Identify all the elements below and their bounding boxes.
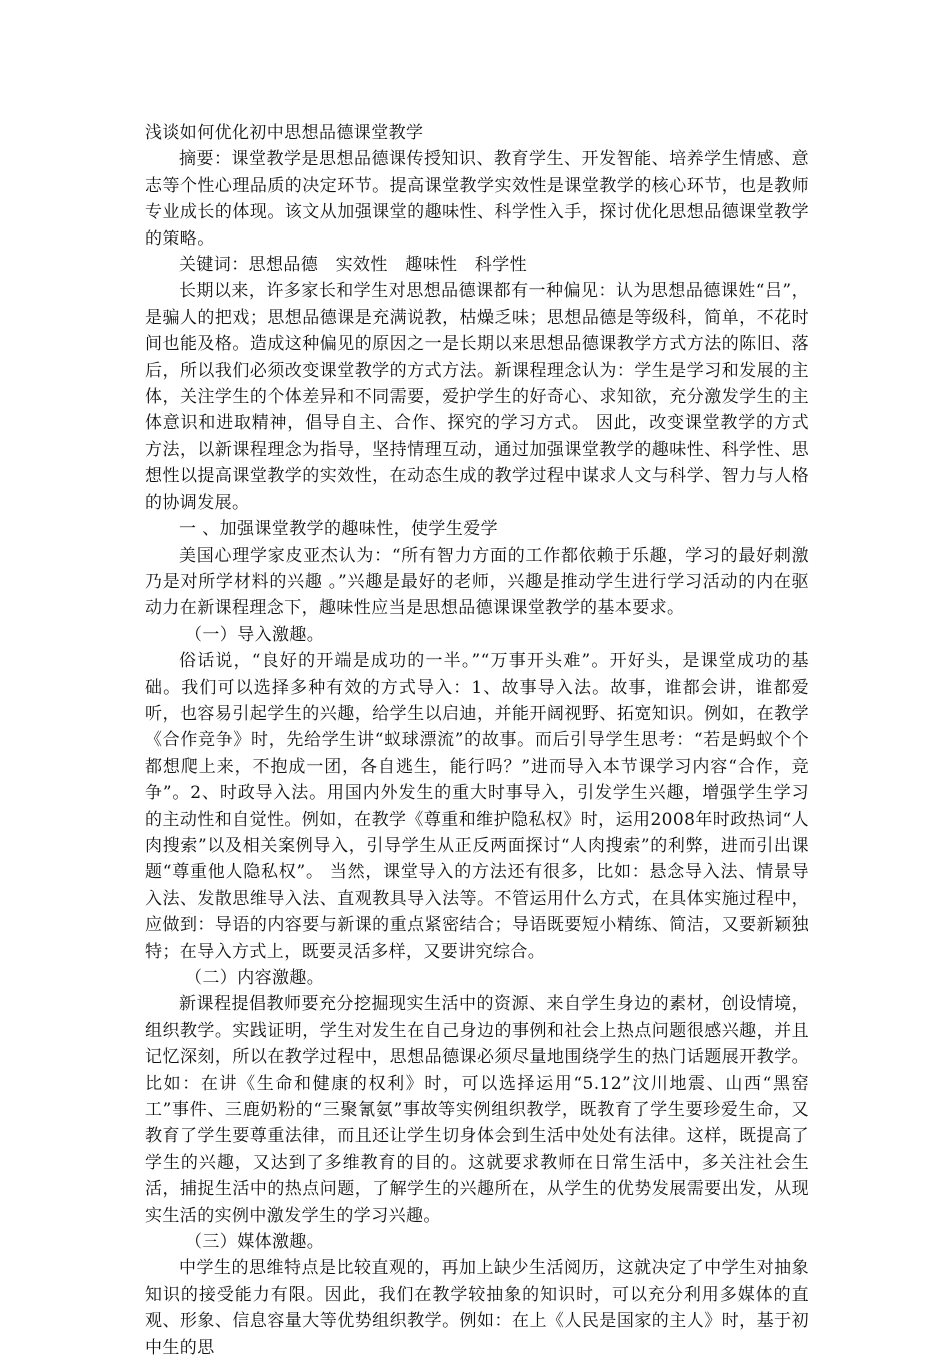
abstract-paragraph: 摘要：课堂教学是思想品德课传授知识、教育学生、开发智能、培养学生情感、意志等个性心理品质的决定环节。提高课堂教学实效性是课堂教学的核心环节，也是教师专业成长的体现。该文从加强课堂的趣味性、科学性入手，探讨优化思想品德课堂教学的策略。 [145,149,809,249]
subsection-paragraph: 中学生的思维特点是比较直观的，再加上缺少生活阅历，这就决定了中学生对抽象知识的接受能力有限。因此，我们在教学较抽象的知识时，可以充分利用多媒体的直观、形象、信息容量大等优势组织教学。例如：在上《人民是国家的主人》时，基于初中生的思 [145,1258,809,1358]
subsection-heading: （一）导入激趣。 [185,624,325,645]
section-heading: 一 、加强课堂教学的趣味性，使学生爱学 [179,519,499,540]
subsection-paragraph: 新课程提倡教师要充分挖掘现实生活中的资源、来自学生身边的素材，创设情境，组织教学。实践证明，学生对发生在自己身边的事例和社会上热点问题很感兴趣，并且记忆深刻，所以在教学过程中，思想品德课必须尽量地围绕学生的热门话题展开教学。比如：在讲《生命和健康的权利》时，可以选择运用“5.12”汶川地震、山西“黑窑工”事件、三鹿奶粉的“三聚氰氨”事故等实例组织教学，既教育了学生要珍爱生命，又教育了学生要尊重法律，而且还让学生切身体会到生活中处处有法律。这样，既提高了学生的兴趣，又达到了多维教育的目的。这就要求教师在日常生活中，多关注社会生活，捕捉生活中的热点问题，了解学生的兴趣所在，从学生的优势发展需要出发，从现实生活的实例中激发学生的学习兴趣。 [145,994,809,1226]
subsection-heading: （三）媒体激趣。 [185,1232,325,1253]
keywords-line: 关键词：思想品德 实效性 趣味性 科学性 [179,255,527,276]
document-body [145,120,809,1361]
section-paragraph: 美国心理学家皮亚杰认为：“所有智力方面的工作都依赖于乐趣，学习的最好刺激乃是对所学材料的兴趣 。”兴趣是最好的老师，兴趣是推动学生进行学习活动的内在驱动力在新课程理念下，趣味性应当是思想品德课课堂教学的基本要求。 [145,545,809,619]
subsection-paragraph: 俗话说，“良好的开端是成功的一半。”“万事开头难”。开好头，是课堂成功的基础。我们可以选择多种有效的方式导入：1、故事导入法。故事，谁都会讲，谁都爱听，也容易引起学生的兴趣，给学生以启迪，并能开阔视野、拓宽知识。例如，在教学《合作竞争》时，先给学生讲“蚁球漂流”的故事。而后引导学生思考：“若是蚂蚁个个都想爬上来，不抱成一团，各自逃生，能行吗？”进而导入本节课学习内容“合作，竞争”。2、时政导入法。用国内外发生的重大时事导入，引发学生兴趣，增强学生学习的主动性和自觉性。例如，在教学《尊重和维护隐私权》时，运用2008年时政热词“人肉搜索”以及相关案例导入，引导学生从正反两面探讨“人肉搜索”的利弊，进而引出课题“尊重他人隐私权”。 当然，课堂导入的方法还有很多，比如：悬念导入法、情景导入法、发散思维导入法、直观教具导入法等。不管运用什么方式，在具体实施过程中，应做到：导语的内容要与新课的重点紧密结合；导语既要短小精练、简洁，又要新颖独特；在导入方式上，既要灵活多样，又要讲究综合。 [145,651,809,962]
document-title: 浅谈如何优化初中思想品德课堂教学 [145,123,424,143]
subsection-heading: （二）内容激趣。 [185,968,325,988]
intro-paragraph: 长期以来，许多家长和学生对思想品德课都有一种偏见：认为思想品德课姓“吕”，是骗人的把戏；思想品德课是充满说教，枯燥乏味；思想品德是等级科，简单，不花时间也能及格。造成这种偏见的原因之一是长期以来思想品德课教学方式方法的陈旧、落后，所以我们必须改变课堂教学的方式方法。新课程理念认为：学生是学习和发展的主体，关注学生的个体差异和不同需要，爱护学生的好奇心、求知欲，充分激发学生的主体意识和进取精神，倡导自主、合作、探究的学习方式。 因此，改变课堂教学的方式方法，以新课程理念为指导，坚持情理互动，通过加强课堂教学的趣味性、科学性、思想性以提高课堂教学的实效性，在动态生成的教学过程中谋求人文与科学、智力与人格的协调发展。 [145,281,809,513]
